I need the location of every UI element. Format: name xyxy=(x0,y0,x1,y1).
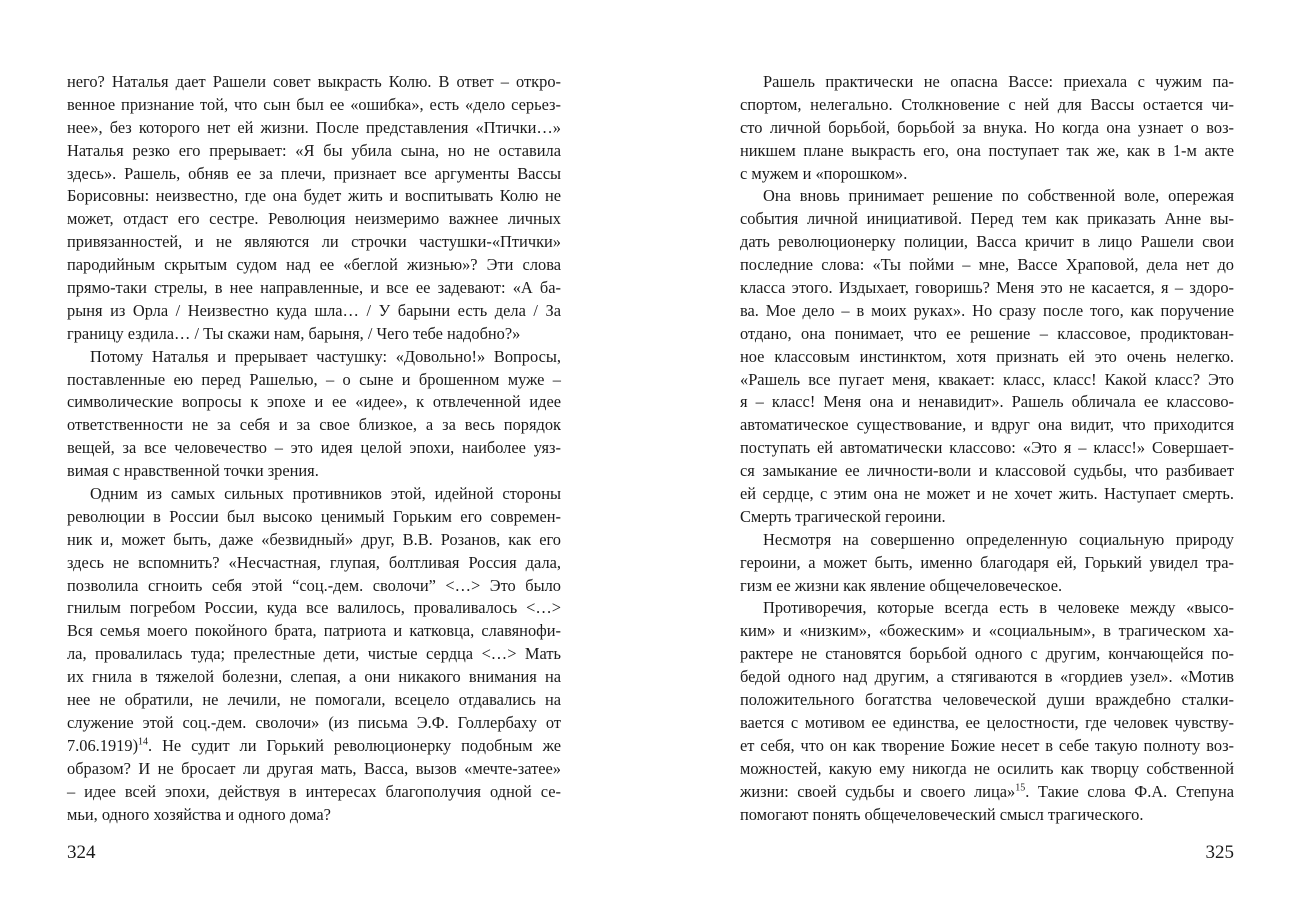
text-line: Наталья резко его прерывает: «Я бы убила сына, но не оставила xyxy=(67,140,561,160)
text-line: символические вопросы к эпохе и ее «идее», к отвлеченной идее xyxy=(67,392,561,412)
text-line: героини, а может быть, именно благодаря ей, Горький увидел тра- xyxy=(740,552,1234,572)
text-line: него? Наталья дает Рашели совет выкрасть Колю. В ответ – откро- xyxy=(67,72,561,91)
text-line: позволила сгноить себя этой “соц.-дем. сволочи” <…> Это было xyxy=(67,575,561,595)
text-line: Рашель практически не опасна Вассе: приехала с чужим па- xyxy=(763,72,1234,91)
text-line: Борисовны: неизвестно, где она будет жить и воспитывать Колю не xyxy=(67,186,561,206)
text-line: ей сердце, с этим она не может и не хочет жить. Наступает смерть. xyxy=(740,484,1234,504)
text-line: границу ездила… / Ты скажи нам, барыня, / Чего тебе надобно?» xyxy=(67,323,521,343)
text-line: гизм ее жизни как явление общечеловеческое. xyxy=(740,575,1063,595)
text-line: мьи, одного хозяйства и одного дома? xyxy=(67,804,331,824)
text-line: вается с мотивом ее единства, ее целостности, где человек чувству- xyxy=(740,712,1234,732)
text-line: бедой одного над другим, а стягиваются в «гордиев узел». «Мотив xyxy=(740,667,1234,687)
left-page-number: 324 xyxy=(67,842,96,863)
text-line: пародийным скрытым судом над ее «беглой жизнью»? Эти слова xyxy=(67,255,561,275)
text-line: никшем плане выкрасть его, она поступает так же, как в 1-м акте xyxy=(740,140,1234,160)
left-page-text xyxy=(67,71,561,826)
text-line: 7.06.1919)$^{14}$. Не судит ли Горький революционерку подобным же xyxy=(67,735,561,755)
text-line: Потому Наталья и прерывает частушку: «Довольно!» Вопросы, xyxy=(90,346,561,366)
right-page xyxy=(740,0,1234,897)
text-line: ное классовым инстинктом, хотя признать ей это очень нелегко. xyxy=(740,346,1234,366)
text-line: здесь не вспомнить? «Несчастная, глупая, болтливая Россия дала, xyxy=(67,552,561,572)
text-line: Вся семья моего покойного брата, патриота и катковца, славянофи- xyxy=(67,621,561,641)
text-line: служение этой соц.-дем. сволочи» (из письма Э.Ф. Голлербаху от xyxy=(67,712,561,732)
text-line: ник и, может быть, даже «безвидный» друг, В.В. Розанов, как его xyxy=(67,529,561,549)
text-line: может, отдаст его сестре. Революция неизмеримо важнее личных xyxy=(67,209,561,229)
text-line: с мужем и «порошком». xyxy=(740,163,908,183)
text-line: образом? И не бросает ли другая мать, Васса, вызов «мечте-затее» xyxy=(67,758,561,778)
text-line: Она вновь принимает решение по собственной воле, опережая xyxy=(763,186,1234,206)
text-line: ва. Мое дело – в моих руках». Но сразу после того, как поручение xyxy=(740,300,1234,320)
text-line: ла, провалилась туда; прелестные дети, чистые сердца <…> Мать xyxy=(67,644,561,664)
text-line: отдано, она понимает, что ее решение – классовое, продиктован- xyxy=(740,323,1234,343)
text-line: – идее всей эпохи, действуя в интересах благополучия одной се- xyxy=(67,781,561,801)
text-line: гнилым погребом России, куда все валилось, проваливалось <…> xyxy=(67,598,561,618)
text-line: «Рашель все пугает меня, квакает: класс, класс! Какой класс? Это xyxy=(740,369,1234,389)
text-line: ким» и «низким», «божеским» и «социальным», в трагическом ха- xyxy=(740,621,1234,641)
text-line: их гнила в тяжелой болезни, слепая, а они никакого внимания на xyxy=(67,667,561,687)
text-line: можностей, какую ему никогда не осилить как творцу собственной xyxy=(740,758,1234,778)
text-line: я – класс! Меня она и ненавидит». Рашель обличала ее классово- xyxy=(740,392,1234,412)
text-line: здесь». Рашель, обняв ее за плечи, признает все аргументы Вассы xyxy=(67,163,561,183)
text-line: рактере не становятся борьбой одного с другим, кончающейся по- xyxy=(740,644,1234,664)
left-page xyxy=(67,0,561,897)
text-line: поставленные ею перед Рашелью, – о сыне и брошенном муже – xyxy=(67,369,561,389)
right-page-number: 325 xyxy=(1205,842,1234,863)
text-line: венное признание той, что сын был ее «ошибка», есть «дело серьез- xyxy=(67,94,561,114)
text-line: революции в России был высоко ценимый Горьким его современ- xyxy=(67,506,561,526)
footnote-marker: 15 xyxy=(1015,782,1026,794)
text-line: автоматическое существование, и вдруг она видит, что приходится xyxy=(740,415,1234,435)
text-line: вимая с нравственной точки зрения. xyxy=(67,461,319,481)
text-line: помогают понять общечеловеческий смысл трагического. xyxy=(740,804,1144,824)
text-line: Несмотря на совершенно определенную социальную природу xyxy=(763,529,1234,549)
text-line: нее не обратили, не лечили, не помогали, всецело отдавались на xyxy=(67,690,561,710)
text-line: ответственности не за себя и за свое близкое, а за весь порядок xyxy=(67,415,561,435)
text-line: события личной инициативой. Перед тем как приказать Анне вы- xyxy=(740,209,1234,229)
text-line: Одним из самых сильных противников этой, идейной стороны xyxy=(90,484,561,504)
text-line: Смерть трагической героини. xyxy=(740,506,946,526)
text-line: положительного богатства человеческой души враждебно сталки- xyxy=(740,690,1234,710)
text-line: класса этого. Издыхает, говоришь? Меня это не касается, я – здоро- xyxy=(740,278,1234,298)
text-line: рыня из Орла / Неизвестно куда шла… / У барыни есть дела / За xyxy=(67,300,561,320)
text-line: ся замыкание ее личности-воли и классовой судьбы, что разбивает xyxy=(740,461,1234,481)
text-line: дать революционерку полиции, Васса кричит в лицо Рашели свои xyxy=(740,232,1234,252)
text-line: жизни: своей судьбы и своего лица»$^{15}$. Такие слова Ф.А. Степуна xyxy=(740,781,1234,801)
right-page-text xyxy=(740,71,1234,826)
text-line: вещей, за все человечество – это идея целой эпохи, наиболее уяз- xyxy=(67,438,561,458)
text-line: нее», без которого нет ей жизни. После представления «Птички…» xyxy=(67,117,561,137)
text-line: ет себя, что он как творение Божие несет в себе такую полноту воз- xyxy=(740,735,1234,755)
text-line: спортом, нелегально. Столкновение с ней для Вассы остается чи- xyxy=(740,94,1234,114)
text-line: привязанностей, и не являются ли строчки частушки-«Птички» xyxy=(67,232,561,252)
text-line: прямо-таки стрелы, в нее направленные, и все ее задевают: «А ба- xyxy=(67,278,561,298)
text-line: последние слова: «Ты пойми – мне, Вассе Храповой, дела нет до xyxy=(740,255,1234,275)
text-line: сто личной борьбой, борьбой за внука. Но когда она узнает о воз- xyxy=(740,117,1234,137)
text-line: поступать ей автоматически классово: «Это я – класс!» Совершает- xyxy=(740,438,1234,458)
text-line: Противоречия, которые всегда есть в человеке между «высо- xyxy=(763,598,1234,618)
footnote-marker: 14 xyxy=(138,736,149,748)
